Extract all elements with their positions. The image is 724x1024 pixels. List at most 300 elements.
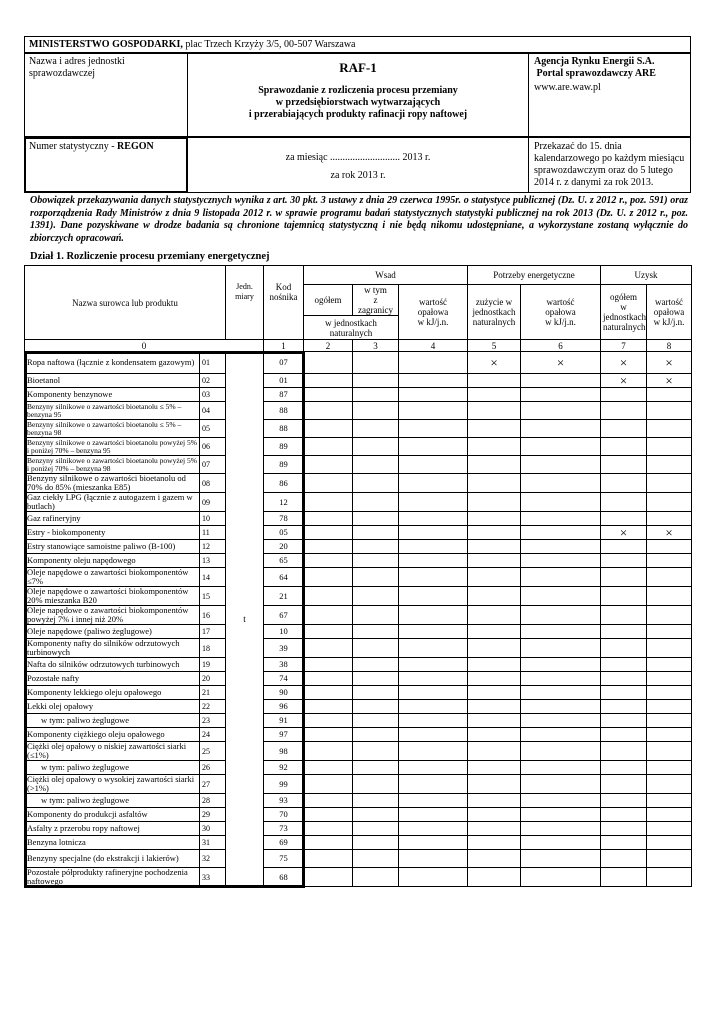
data-cell[interactable] xyxy=(353,850,399,868)
data-cell[interactable] xyxy=(399,402,468,420)
col-header-natural-units xyxy=(304,316,399,340)
table-row xyxy=(25,526,692,540)
carrier-code: 69 xyxy=(264,836,304,850)
data-cell[interactable] xyxy=(353,868,399,887)
data-cell[interactable] xyxy=(521,808,601,822)
data-cell[interactable] xyxy=(304,822,353,836)
data-cell[interactable] xyxy=(468,728,521,742)
data-cell[interactable] xyxy=(521,822,601,836)
data-cell[interactable] xyxy=(304,700,353,714)
regon-label-bold: REGON xyxy=(117,141,154,152)
data-cell[interactable] xyxy=(399,868,468,887)
data-cell[interactable] xyxy=(304,686,353,700)
col-number-1: 1 xyxy=(264,340,304,352)
data-cell[interactable] xyxy=(304,456,353,474)
data-cell[interactable] xyxy=(304,540,353,554)
data-cell[interactable] xyxy=(353,512,399,526)
carrier-code: 70 xyxy=(264,808,304,822)
col-number-7: 7 xyxy=(601,340,647,352)
data-cell[interactable] xyxy=(601,456,647,474)
data-cell[interactable] xyxy=(601,540,647,554)
col-number-3: 3 xyxy=(353,340,399,352)
carrier-code: 88 xyxy=(264,402,304,420)
data-cell[interactable] xyxy=(601,402,647,420)
data-cell[interactable] xyxy=(647,686,692,700)
col-header-input-import-line1: w tym xyxy=(364,285,387,295)
row-name: Nafta do silników odrzutowych turbinowych xyxy=(25,658,200,672)
data-cell[interactable] xyxy=(399,540,468,554)
table-row xyxy=(25,420,692,438)
data-cell[interactable] xyxy=(601,794,647,808)
data-cell[interactable] xyxy=(399,420,468,438)
data-cell[interactable] xyxy=(521,456,601,474)
data-cell[interactable] xyxy=(521,672,601,686)
data-cell[interactable] xyxy=(353,836,399,850)
form-title-line2: w przedsiębiorstwach wytwarzających xyxy=(275,97,441,108)
row-name: Komponenty nafty do silników odrzutowych turbinowych xyxy=(25,639,200,658)
group-header-yield: Uzysk xyxy=(601,266,692,285)
data-cell[interactable] xyxy=(304,728,353,742)
natural-units-line2: naturalnych xyxy=(329,327,373,338)
data-cell[interactable] xyxy=(521,658,601,672)
carrier-code: 89 xyxy=(264,456,304,474)
data-cell[interactable] xyxy=(601,868,647,887)
table-row xyxy=(25,850,692,868)
data-cell[interactable] xyxy=(304,438,353,456)
agency-info xyxy=(534,56,656,94)
data-cell[interactable] xyxy=(399,554,468,568)
data-cell[interactable] xyxy=(399,672,468,686)
data-cell[interactable] xyxy=(353,540,399,554)
data-cell[interactable] xyxy=(647,438,692,456)
data-cell[interactable] xyxy=(647,850,692,868)
data-cell[interactable] xyxy=(468,775,521,794)
ministry-name: MINISTERSTWO GOSPODARKI, xyxy=(29,39,183,50)
data-cell[interactable] xyxy=(468,672,521,686)
carrier-code: 88 xyxy=(264,420,304,438)
data-cell[interactable] xyxy=(647,794,692,808)
data-cell[interactable] xyxy=(647,540,692,554)
data-cell[interactable] xyxy=(601,822,647,836)
carrier-code: 91 xyxy=(264,714,304,728)
data-cell[interactable] xyxy=(353,438,399,456)
data-cell[interactable] xyxy=(399,374,468,388)
data-cell[interactable] xyxy=(468,402,521,420)
data-cell[interactable] xyxy=(601,672,647,686)
data-cell[interactable] xyxy=(468,438,521,456)
data-cell[interactable] xyxy=(647,474,692,493)
data-cell[interactable] xyxy=(468,493,521,512)
data-cell[interactable] xyxy=(601,775,647,794)
data-cell[interactable] xyxy=(399,438,468,456)
data-cell[interactable] xyxy=(468,456,521,474)
data-cell[interactable] xyxy=(647,493,692,512)
data-cell[interactable] xyxy=(647,512,692,526)
data-cell[interactable] xyxy=(521,374,601,388)
data-cell[interactable] xyxy=(304,850,353,868)
data-cell[interactable] xyxy=(353,714,399,728)
data-cell[interactable] xyxy=(353,686,399,700)
data-cell[interactable] xyxy=(304,658,353,672)
data-cell[interactable] xyxy=(521,775,601,794)
data-cell[interactable] xyxy=(399,352,468,374)
data-cell[interactable] xyxy=(399,639,468,658)
data-cell[interactable] xyxy=(647,402,692,420)
data-cell[interactable] xyxy=(521,388,601,402)
data-cell[interactable] xyxy=(304,493,353,512)
data-cell[interactable] xyxy=(468,836,521,850)
data-cell[interactable] xyxy=(647,658,692,672)
data-cell[interactable] xyxy=(601,554,647,568)
data-cell[interactable] xyxy=(468,686,521,700)
data-cell[interactable] xyxy=(304,868,353,887)
data-cell[interactable] xyxy=(468,374,521,388)
data-cell[interactable] xyxy=(521,836,601,850)
ministry-header xyxy=(24,36,691,53)
data-cell[interactable] xyxy=(521,625,601,639)
data-cell[interactable] xyxy=(468,420,521,438)
data-cell[interactable] xyxy=(353,728,399,742)
data-cell[interactable] xyxy=(647,728,692,742)
col-number-0: 0 xyxy=(25,340,264,352)
data-cell[interactable] xyxy=(399,512,468,526)
table-row xyxy=(25,868,692,887)
data-cell[interactable] xyxy=(399,568,468,587)
data-cell[interactable] xyxy=(647,672,692,686)
data-cell[interactable] xyxy=(647,456,692,474)
data-cell[interactable] xyxy=(468,526,521,540)
data-cell[interactable] xyxy=(304,761,353,775)
data-cell[interactable] xyxy=(521,493,601,512)
data-cell: × xyxy=(601,352,647,374)
data-cell[interactable] xyxy=(353,672,399,686)
data-cell[interactable] xyxy=(304,388,353,402)
data-cell[interactable] xyxy=(304,352,353,374)
data-cell[interactable] xyxy=(304,474,353,493)
row-name: Benzyny silnikowe o zawartości bioetanolu ≤ 5% – benzyna 98 xyxy=(25,420,200,438)
unit-value: t xyxy=(243,613,246,624)
data-cell[interactable] xyxy=(521,714,601,728)
data-cell[interactable] xyxy=(399,808,468,822)
carrier-code: 92 xyxy=(264,761,304,775)
data-cell[interactable] xyxy=(399,794,468,808)
data-cell[interactable] xyxy=(399,625,468,639)
data-cell[interactable] xyxy=(647,606,692,625)
table-row xyxy=(25,808,692,822)
agency-url[interactable]: www.are.waw.pl xyxy=(534,82,601,93)
data-cell[interactable] xyxy=(353,402,399,420)
regon-box[interactable] xyxy=(24,137,188,193)
data-cell[interactable] xyxy=(399,456,468,474)
data-cell[interactable] xyxy=(521,686,601,700)
calorific-line2: opałowa xyxy=(417,307,449,317)
data-cell[interactable] xyxy=(468,554,521,568)
carrier-code: 65 xyxy=(264,554,304,568)
data-cell[interactable] xyxy=(601,658,647,672)
data-cell[interactable] xyxy=(399,728,468,742)
data-cell[interactable] xyxy=(304,512,353,526)
data-cell[interactable] xyxy=(353,775,399,794)
table-row xyxy=(25,568,692,587)
data-cell[interactable] xyxy=(399,686,468,700)
section-title: Dział 1. Rozliczenie procesu przemiany energetycznej xyxy=(30,251,270,262)
data-cell[interactable] xyxy=(399,606,468,625)
data-cell[interactable] xyxy=(647,639,692,658)
data-cell[interactable] xyxy=(399,388,468,402)
data-cell[interactable] xyxy=(353,742,399,761)
carrier-code: 98 xyxy=(264,742,304,761)
table-row xyxy=(25,606,692,625)
table-row xyxy=(25,822,692,836)
data-cell[interactable] xyxy=(304,526,353,540)
row-name: Komponenty benzynowe xyxy=(25,388,200,402)
data-cell[interactable] xyxy=(601,388,647,402)
table-row xyxy=(25,686,692,700)
data-cell[interactable] xyxy=(647,714,692,728)
data-cell[interactable] xyxy=(521,402,601,420)
carrier-code: 01 xyxy=(264,374,304,388)
data-cell[interactable] xyxy=(601,474,647,493)
data-cell[interactable] xyxy=(601,836,647,850)
data-cell[interactable] xyxy=(601,700,647,714)
row-number: 14 xyxy=(200,568,226,587)
data-cell[interactable] xyxy=(521,761,601,775)
row-number: 20 xyxy=(200,672,226,686)
data-cell[interactable] xyxy=(521,554,601,568)
data-cell[interactable] xyxy=(353,374,399,388)
data-cell[interactable] xyxy=(647,836,692,850)
data-cell[interactable] xyxy=(353,526,399,540)
col-number-2: 2 xyxy=(304,340,353,352)
data-cell[interactable] xyxy=(647,420,692,438)
data-cell[interactable] xyxy=(399,700,468,714)
data-cell[interactable] xyxy=(521,850,601,868)
data-cell[interactable] xyxy=(353,474,399,493)
data-cell[interactable] xyxy=(353,420,399,438)
data-cell[interactable] xyxy=(521,868,601,887)
data-cell[interactable] xyxy=(601,850,647,868)
period-month[interactable]: za miesiąc ............................ 2013 r. xyxy=(285,152,431,163)
data-cell[interactable] xyxy=(353,658,399,672)
carrier-code: 75 xyxy=(264,850,304,868)
data-cell[interactable] xyxy=(399,658,468,672)
table-row xyxy=(25,587,692,606)
row-name: Komponenty ciężkiego oleju opałowego xyxy=(25,728,200,742)
data-cell[interactable] xyxy=(468,658,521,672)
data-cell[interactable] xyxy=(399,836,468,850)
data-cell[interactable] xyxy=(521,438,601,456)
data-cell[interactable] xyxy=(353,554,399,568)
data-cell[interactable] xyxy=(601,493,647,512)
data-cell[interactable] xyxy=(521,606,601,625)
data-cell[interactable] xyxy=(468,587,521,606)
row-number: 24 xyxy=(200,728,226,742)
data-cell[interactable] xyxy=(468,639,521,658)
yield-total-line1: ogółem xyxy=(610,292,638,302)
data-cell[interactable] xyxy=(304,775,353,794)
table-row xyxy=(25,352,692,374)
data-cell[interactable] xyxy=(353,808,399,822)
table-row xyxy=(25,761,692,775)
data-cell[interactable] xyxy=(304,587,353,606)
row-name: Gaz rafineryjny xyxy=(25,512,200,526)
data-cell[interactable] xyxy=(521,420,601,438)
data-cell[interactable] xyxy=(399,822,468,836)
row-name: Gaz ciekły LPG (łącznie z autogazem i gazem w butlach) xyxy=(25,493,200,512)
data-cell[interactable] xyxy=(647,775,692,794)
table-row xyxy=(25,374,692,388)
data-cell[interactable] xyxy=(399,850,468,868)
data-cell[interactable] xyxy=(399,742,468,761)
data-cell[interactable] xyxy=(304,672,353,686)
row-number: 07 xyxy=(200,456,226,474)
group-header-energy: Potrzeby energetyczne xyxy=(468,266,601,285)
data-cell[interactable] xyxy=(601,438,647,456)
data-cell[interactable] xyxy=(468,474,521,493)
regon-label-text: Numer statystyczny - xyxy=(29,141,118,152)
data-cell[interactable] xyxy=(521,639,601,658)
data-cell[interactable] xyxy=(647,568,692,587)
col-header-input-calorific xyxy=(399,285,468,340)
data-cell[interactable] xyxy=(647,625,692,639)
row-name: Benzyny silnikowe o zawartości bioetanolu powyżej 5% i poniżej 70% – benzyna 98 xyxy=(25,456,200,474)
data-cell[interactable] xyxy=(304,742,353,761)
table-row xyxy=(25,388,692,402)
data-cell[interactable] xyxy=(468,822,521,836)
row-number: 10 xyxy=(200,512,226,526)
data-cell[interactable] xyxy=(647,554,692,568)
data-cell[interactable] xyxy=(304,836,353,850)
data-cell[interactable] xyxy=(353,493,399,512)
row-name: Estry stanowiące samoistne paliwo (B-100) xyxy=(25,540,200,554)
data-cell[interactable] xyxy=(468,714,521,728)
data-cell[interactable] xyxy=(601,587,647,606)
data-cell[interactable] xyxy=(399,493,468,512)
data-cell[interactable] xyxy=(601,728,647,742)
data-cell[interactable] xyxy=(601,568,647,587)
data-cell[interactable] xyxy=(521,794,601,808)
row-number: 27 xyxy=(200,775,226,794)
data-cell[interactable] xyxy=(468,540,521,554)
data-cell[interactable] xyxy=(399,474,468,493)
data-cell[interactable] xyxy=(468,794,521,808)
data-cell[interactable] xyxy=(601,606,647,625)
data-cell[interactable] xyxy=(601,742,647,761)
data-cell[interactable] xyxy=(353,700,399,714)
data-cell[interactable] xyxy=(304,639,353,658)
data-cell[interactable] xyxy=(304,606,353,625)
data-cell[interactable] xyxy=(468,512,521,526)
data-cell[interactable] xyxy=(601,808,647,822)
data-cell[interactable] xyxy=(353,606,399,625)
carrier-code: 07 xyxy=(264,352,304,374)
data-cell[interactable] xyxy=(521,568,601,587)
data-cell[interactable] xyxy=(468,742,521,761)
natural-units-line1: w jednostkach xyxy=(325,317,377,328)
data-cell[interactable] xyxy=(468,850,521,868)
row-name: Komponenty do produkcji asfaltów xyxy=(25,808,200,822)
data-cell[interactable] xyxy=(647,761,692,775)
data-cell[interactable] xyxy=(601,512,647,526)
data-cell[interactable] xyxy=(353,822,399,836)
data-cell[interactable] xyxy=(353,568,399,587)
data-cell[interactable] xyxy=(304,625,353,639)
data-cell[interactable] xyxy=(304,568,353,587)
data-cell[interactable] xyxy=(601,625,647,639)
data-cell[interactable] xyxy=(647,808,692,822)
data-cell[interactable] xyxy=(353,388,399,402)
data-cell[interactable] xyxy=(468,761,521,775)
data-cell[interactable] xyxy=(353,794,399,808)
data-cell[interactable] xyxy=(468,808,521,822)
data-cell: × xyxy=(647,352,692,374)
data-cell[interactable] xyxy=(353,761,399,775)
data-cell[interactable] xyxy=(521,526,601,540)
row-number: 33 xyxy=(200,868,226,887)
data-cell[interactable] xyxy=(399,761,468,775)
data-cell[interactable] xyxy=(521,474,601,493)
data-cell[interactable] xyxy=(468,606,521,625)
data-cell[interactable] xyxy=(353,639,399,658)
data-cell[interactable] xyxy=(647,868,692,887)
data-cell[interactable] xyxy=(647,388,692,402)
data-cell[interactable] xyxy=(647,742,692,761)
data-cell[interactable] xyxy=(468,568,521,587)
data-cell[interactable] xyxy=(601,714,647,728)
data-cell[interactable] xyxy=(521,728,601,742)
data-cell[interactable] xyxy=(399,526,468,540)
data-cell[interactable] xyxy=(304,374,353,388)
data-cell[interactable] xyxy=(521,512,601,526)
data-cell[interactable] xyxy=(304,402,353,420)
data-cell[interactable] xyxy=(468,868,521,887)
data-cell[interactable] xyxy=(304,714,353,728)
data-cell[interactable] xyxy=(468,700,521,714)
data-cell[interactable] xyxy=(601,686,647,700)
data-cell[interactable] xyxy=(647,587,692,606)
data-cell[interactable] xyxy=(647,700,692,714)
data-cell[interactable] xyxy=(647,822,692,836)
data-cell[interactable] xyxy=(468,388,521,402)
data-cell[interactable] xyxy=(468,625,521,639)
consumption-line3: naturalnych xyxy=(472,317,516,327)
data-cell[interactable] xyxy=(521,540,601,554)
data-cell[interactable] xyxy=(304,420,353,438)
table-row xyxy=(25,775,692,794)
data-cell[interactable] xyxy=(304,808,353,822)
data-cell[interactable] xyxy=(399,714,468,728)
row-name: Asfalty z przerobu ropy naftowej xyxy=(25,822,200,836)
data-cell[interactable] xyxy=(521,700,601,714)
data-cell[interactable] xyxy=(601,420,647,438)
agency-portal: Portal sprawozdawczy ARE xyxy=(534,68,656,79)
data-cell[interactable] xyxy=(353,352,399,374)
data-cell[interactable] xyxy=(601,639,647,658)
data-cell[interactable] xyxy=(521,587,601,606)
data-cell[interactable] xyxy=(399,587,468,606)
data-cell[interactable] xyxy=(601,761,647,775)
data-cell[interactable] xyxy=(353,456,399,474)
data-cell[interactable] xyxy=(353,625,399,639)
data-cell[interactable] xyxy=(304,554,353,568)
data-cell[interactable] xyxy=(521,742,601,761)
yield-total-line2: w jednostkach xyxy=(603,302,647,322)
data-cell[interactable] xyxy=(399,775,468,794)
col-number-4: 4 xyxy=(399,340,468,352)
row-name: Estry - biokomponenty xyxy=(25,526,200,540)
data-cell[interactable] xyxy=(304,794,353,808)
data-cell[interactable] xyxy=(353,587,399,606)
